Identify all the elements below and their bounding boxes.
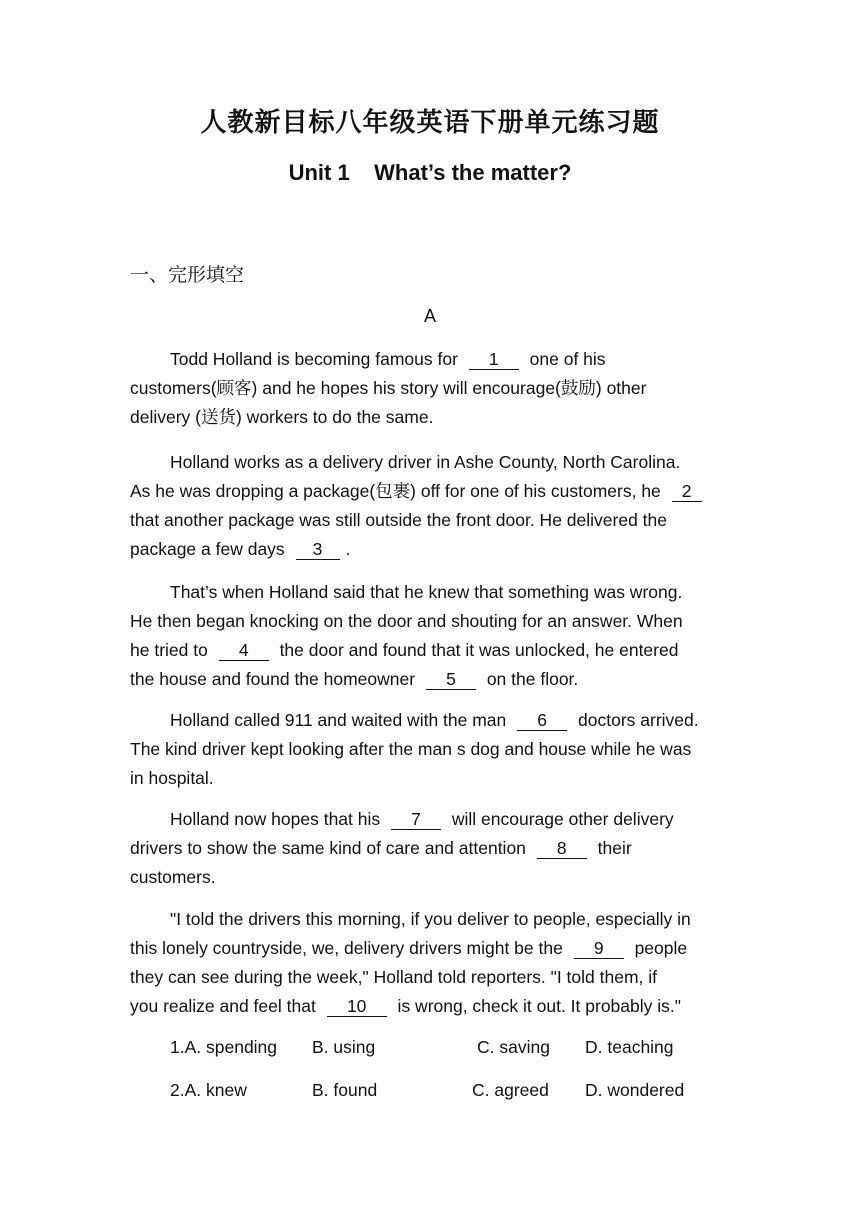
passage-text: package a few days	[130, 539, 290, 559]
passage-text: in hospital.	[130, 768, 214, 788]
passage-text: the door and found that it was unlocked, he entered	[274, 640, 679, 660]
passage-line	[130, 934, 740, 963]
passage-text: The kind driver kept looking after the man s dog and house while he was	[130, 739, 692, 759]
passage-line	[130, 735, 740, 764]
unit-title: Unit 1 What’s the matter?	[288, 160, 572, 185]
cloze-blank: 10	[327, 996, 387, 1017]
cloze-blank: 8	[537, 838, 587, 859]
passage-paragraph-3	[130, 578, 740, 694]
passage-line	[130, 706, 740, 735]
passage-text: you realize and feel that	[130, 996, 321, 1016]
passage-text: Holland works as a delivery driver in Ashe County, North Carolina.	[170, 452, 681, 472]
passage-text: delivery (送货) workers to do the same.	[130, 407, 434, 427]
passage-line	[130, 764, 740, 793]
question-row-1	[170, 1037, 770, 1061]
passage-text: .	[345, 539, 351, 559]
option-a: 2.A. knew	[170, 1080, 247, 1100]
cloze-blank: 3	[296, 539, 340, 560]
passage-text: Holland now hopes that his	[170, 809, 385, 829]
passage-line	[130, 863, 740, 892]
passage-text: That’s when Holland said that he knew that something was wrong.	[170, 582, 683, 602]
passage-line	[130, 805, 740, 834]
passage-paragraph-6	[130, 905, 740, 1021]
passage-text: their	[592, 838, 632, 858]
passage-paragraph-1	[130, 345, 740, 432]
passage-line	[130, 665, 740, 694]
passage-line	[130, 345, 740, 374]
cloze-blank: 2	[672, 481, 702, 502]
section-heading: 一、完形填空	[130, 264, 245, 286]
option-b: B. using	[312, 1037, 376, 1057]
passage-text: Todd Holland is becoming famous for	[170, 349, 463, 369]
passage-line	[130, 963, 740, 992]
option-b: B. found	[312, 1080, 378, 1100]
passage-line	[130, 992, 740, 1021]
passage-line	[130, 636, 740, 665]
passage-label: A	[423, 306, 436, 326]
passage-line	[130, 477, 740, 506]
option-d: D. wondered	[585, 1080, 685, 1100]
passage-text: drivers to show the same kind of care and attention	[130, 838, 531, 858]
question-row-2	[170, 1080, 770, 1104]
passage-text: the house and found the homeowner	[130, 669, 420, 689]
passage-text: that another package was still outside the front door. He delivered the	[130, 510, 667, 530]
option-c: C. saving	[477, 1037, 550, 1057]
cloze-blank: 6	[517, 710, 567, 731]
passage-text: customers.	[130, 867, 216, 887]
passage-line	[130, 374, 740, 403]
passage-text: Holland called 911 and waited with the man	[170, 710, 512, 730]
passage-line	[130, 403, 740, 432]
passage-text: He then began knocking on the door and shouting for an answer. When	[130, 611, 683, 631]
passage-text: they can see during the week," Holland told reporters. "I told them, if	[130, 967, 658, 987]
passage-text: doctors arrived.	[573, 710, 699, 730]
passage-text: As he was dropping a package(包裹) off for one of his customers, he	[130, 481, 666, 501]
passage-line	[130, 506, 740, 535]
passage-text: people	[629, 938, 688, 958]
passage-paragraph-5	[130, 805, 740, 892]
document-title: 人教新目标八年级英语下册单元练习题	[200, 108, 660, 138]
cloze-blank: 4	[219, 640, 269, 661]
option-a: 1.A. spending	[170, 1037, 278, 1057]
passage-text: on the floor.	[481, 669, 579, 689]
passage-text: "I told the drivers this morning, if you deliver to people, especially in	[170, 909, 691, 929]
passage-line	[130, 578, 740, 607]
passage-text: he tried to	[130, 640, 213, 660]
passage-text: is wrong, check it out. It probably is."	[392, 996, 681, 1016]
cloze-blank: 7	[391, 809, 441, 830]
passage-paragraph-4	[130, 706, 740, 793]
passage-text: this lonely countryside, we, delivery drivers might be the	[130, 938, 568, 958]
option-d: D. teaching	[585, 1037, 674, 1057]
passage-line	[130, 535, 740, 564]
passage-line	[130, 448, 740, 477]
passage-line	[130, 607, 740, 636]
passage-text: one of his	[524, 349, 606, 369]
option-c: C. agreed	[472, 1080, 549, 1100]
cloze-blank: 9	[574, 938, 624, 959]
passage-text: customers(顾客) and he hopes his story will encourage(鼓励) other	[130, 378, 647, 398]
passage-paragraph-2	[130, 448, 740, 564]
cloze-blank: 5	[426, 669, 476, 690]
passage-line	[130, 905, 740, 934]
passage-line	[130, 834, 740, 863]
cloze-blank: 1	[469, 349, 519, 370]
passage-text: will encourage other delivery	[447, 809, 674, 829]
